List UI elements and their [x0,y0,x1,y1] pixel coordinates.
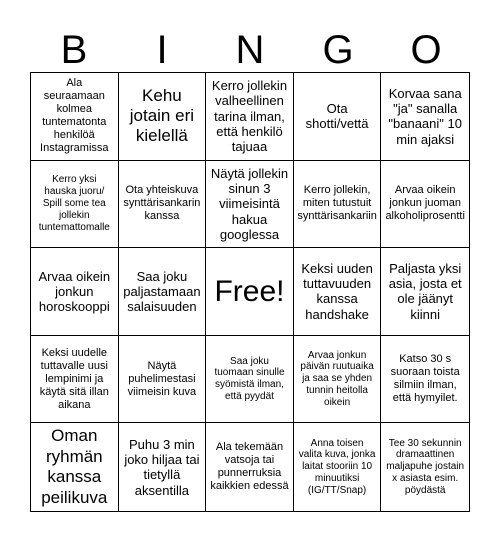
bingo-cell-free[interactable]: Free! [206,248,294,336]
bingo-cell-r5c3[interactable]: Ala tekemään vatsoja tai punnerruksia kaikkien edessä [206,423,294,511]
bingo-board [30,72,470,512]
header-letter-n: N [235,28,265,72]
header-letter-g: G [322,28,354,72]
bingo-cell-r4c5[interactable]: Katso 30 s suoraan toista silmiin ilman, että hymyilet. [381,336,469,424]
header-letter-o: O [410,28,442,72]
header-letter-i: I [156,28,168,72]
bingo-cell-r4c2[interactable]: Näytä puhelimestasi viimeisin kuva [119,336,207,424]
bingo-cell-r2c3[interactable]: Näytä jollekin sinun 3 viimeisintä hakua googlessa [206,161,294,249]
bingo-cell-r1c2[interactable]: Kehu jotain eri kielellä [119,73,207,161]
header-letter-b: B [60,28,88,72]
bingo-cell-r1c1[interactable]: Ala seuraamaan kolmea tuntematonta henkilöä Instagramissa [31,73,119,161]
bingo-cell-r3c2[interactable]: Saa joku paljastamaan salaisuuden [119,248,207,336]
bingo-cell-r4c1[interactable]: Keksi uudelle tuttavalle uusi lempinimi ja käytä sitä illan aikana [31,336,119,424]
bingo-cell-r1c3[interactable]: Kerro jollekin valheellinen tarina ilman, että henkilö tajuaa [206,73,294,161]
bingo-cell-r1c5[interactable]: Korvaa sana "ja" sanalla "banaani" 10 min ajaksi [381,73,469,161]
bingo-cell-r5c4[interactable]: Anna toisen valita kuva, jonka laitat stooriin 10 minuutiksi (IG/TT/Snap) [294,423,382,511]
bingo-cell-r4c3[interactable]: Saa joku tuomaan sinulle syömistä ilman, että pyydät [206,336,294,424]
bingo-cell-r1c4[interactable]: Ota shotti/vettä [294,73,382,161]
bingo-cell-r3c4[interactable]: Keksi uuden tuttavuuden kanssa handshake [294,248,382,336]
bingo-cell-r3c1[interactable]: Arvaa oikein jonkun horoskooppi [31,248,119,336]
bingo-cell-r4c4[interactable]: Arvaa jonkun päivän ruutuaika ja saa se yhden tunnin heitolla oikein [294,336,382,424]
bingo-cell-r3c5[interactable]: Paljasta yksi asia, josta et ole jäänyt kiinni [381,248,469,336]
bingo-header [30,28,470,72]
bingo-cell-r5c2[interactable]: Puhu 3 min joko hiljaa tai tietyllä aksentilla [119,423,207,511]
bingo-cell-r2c2[interactable]: Ota yhteiskuva synttärisankarin kanssa [119,161,207,249]
bingo-cell-r5c1[interactable]: Oman ryhmän kanssa peilikuva [31,423,119,511]
bingo-cell-r5c5[interactable]: Tee 30 sekunnin dramaattinen maljapuhe jostain x asiasta esim. pöydästä [386,437,465,496]
bingo-cell-r2c4[interactable]: Kerro jollekin, miten tutustuit synttärisankariin [294,161,382,249]
bingo-cell-r2c1[interactable]: Kerro yksi hauska juoru/ Spill some tea jollekin tuntemattomalle [31,161,119,249]
bingo-cell-r2c5[interactable]: Arvaa oikein jonkun juoman alkoholiprosentti [381,161,469,249]
